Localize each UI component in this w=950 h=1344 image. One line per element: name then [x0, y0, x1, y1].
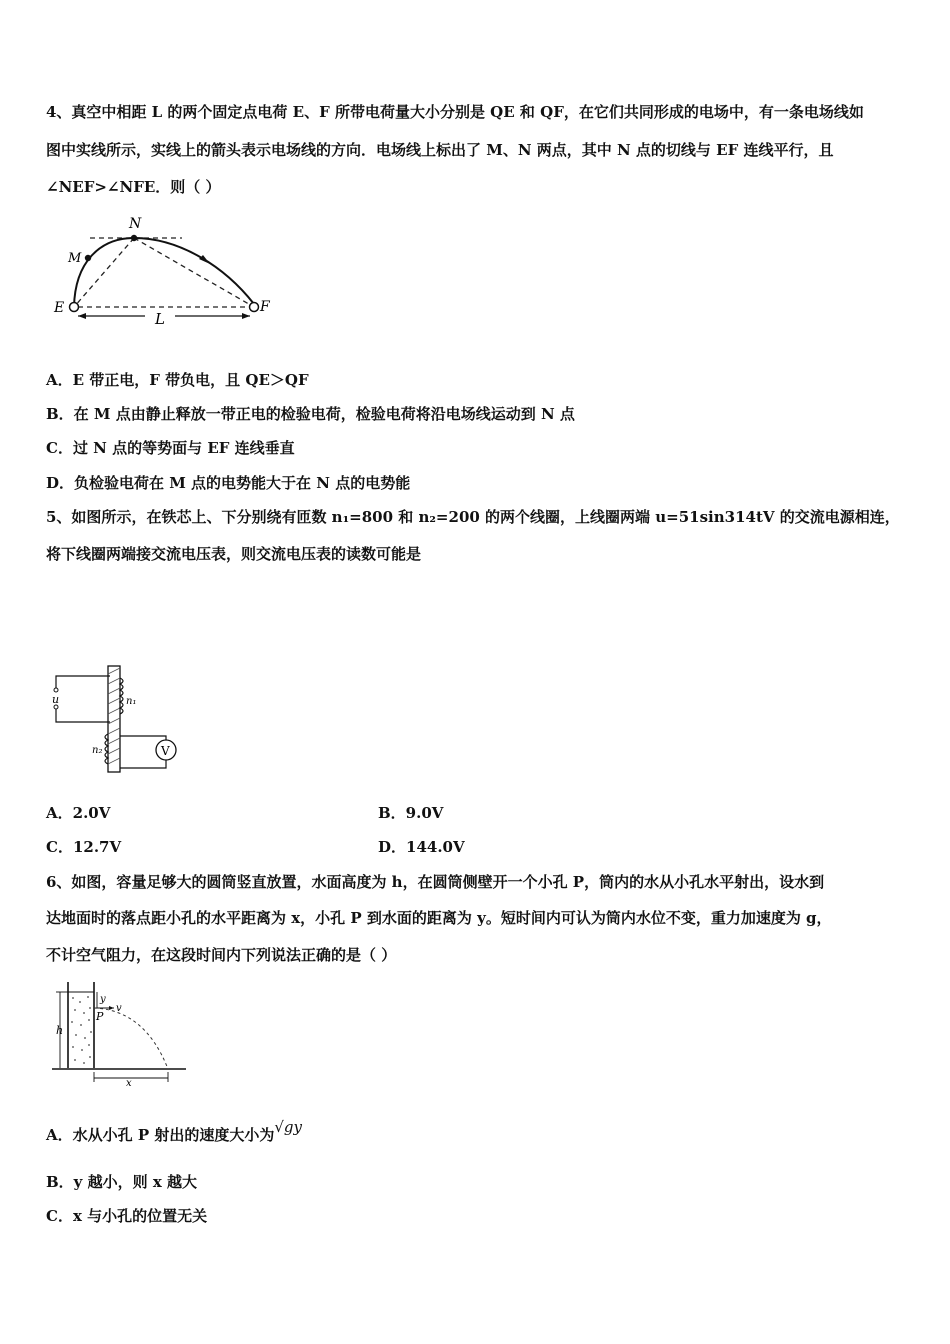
nf-dashed-line [134, 238, 254, 307]
q4-option-c: C．过 N 点的等势面与 EF 连线垂直 [46, 439, 295, 457]
point-m [85, 255, 91, 261]
label-x: x [126, 1078, 132, 1088]
charge-e [70, 303, 79, 312]
label-h: h [56, 1024, 64, 1037]
ne-dashed-line [74, 238, 134, 307]
q4-option-b: B．在 M 点由静止释放一带正电的检验电荷，检验电荷将沿电场线运动到 N 点 [46, 405, 575, 423]
q6-stem-line-2: 达地面时的落点距小孔的水平距离为 x，小孔 P 到水面的距离为 y。短时间内可认为筒内水位不变，重力加速度为 g， [46, 909, 832, 927]
q4-option-d: D．负检验电荷在 M 点的电势能大于在 N 点的电势能 [46, 474, 411, 492]
q5-option-a: A．2.0V [46, 804, 111, 822]
charge-f [250, 303, 259, 312]
arrow-right-icon [242, 313, 250, 319]
q6-option-a [46, 1118, 303, 1145]
label-m: M [68, 251, 82, 266]
q4-field-line-figure [50, 212, 290, 330]
q6-option-a-text: A．水从小孔 P 射出的速度大小为 [46, 1126, 275, 1144]
q6-option-b: B．y 越小，则 x 越大 [46, 1173, 198, 1191]
q4-option-a: A．E 带正电，F 带负电，且 QE＞QF [46, 371, 309, 389]
q6-cylinder-figure [50, 980, 190, 1088]
q4-stem-line-1: 4、真空中相距 L 的两个固定点电荷 E、F 所带电荷量大小分别是 QE 和 QF，在它们共同形成的电场中，有一条电场线如 [46, 103, 864, 121]
water-trajectory [94, 1008, 168, 1069]
label-l: L [155, 310, 165, 328]
q5-option-b: B．9.0V [378, 804, 444, 822]
label-v: v [116, 1003, 122, 1014]
upper-coil [120, 678, 123, 714]
label-n1: n₁ [126, 696, 137, 707]
q5-option-c: C．12.7V [46, 838, 122, 856]
point-n [131, 235, 137, 241]
lower-wire-top [120, 736, 166, 740]
q6-stem-line-1: 6、如图，容量足够大的圆筒竖直放置，水面高度为 h，在圆筒侧壁开一个小孔 P，筒内的水从小孔水平射出，设水到 [46, 873, 825, 891]
terminal-top [54, 688, 58, 692]
field-line-curve [74, 238, 254, 307]
upper-wire-top [56, 676, 110, 688]
q4-stem-line-2: 图中实线所示，实线上的箭头表示电场线的方向．电场线上标出了 M、N 两点，其中 N 点的切线与 EF 连线平行，且 [46, 141, 834, 159]
q6-option-c: C．x 与小孔的位置无关 [46, 1207, 208, 1225]
q5-transformer-figure [46, 664, 186, 776]
q4-stem-line-3: ∠NEF>∠NFE．则（ ） [46, 178, 221, 196]
label-n: N [129, 216, 142, 232]
label-n2: n₂ [92, 745, 103, 756]
label-y: y [100, 994, 106, 1005]
label-p: P [96, 1010, 104, 1023]
q5-stem-line-1: 5、如图所示，在铁芯上、下分别绕有匝数 n₁=800 和 n₂=200 的两个线圈，上线圈两端 u=51sin314tV 的交流电源相连， [46, 508, 900, 526]
velocity-arrow-head-icon [109, 1006, 114, 1010]
arrow-left-icon [78, 313, 86, 319]
q6-option-a-formula: √gy [274, 1118, 303, 1136]
lower-wire-bottom [120, 760, 166, 768]
label-v: V [161, 744, 170, 758]
q5-stem-line-2: 将下线圈两端接交流电压表，则交流电压表的读数可能是 [46, 545, 422, 563]
q5-option-d: D．144.0V [378, 838, 465, 856]
label-e: E [54, 300, 65, 316]
q6-stem-line-3: 不计空气阻力，在这段时间内下列说法正确的是（ ） [46, 946, 397, 964]
label-u: u [52, 693, 60, 706]
label-f: F [260, 299, 270, 315]
upper-wire-bottom [56, 708, 110, 722]
